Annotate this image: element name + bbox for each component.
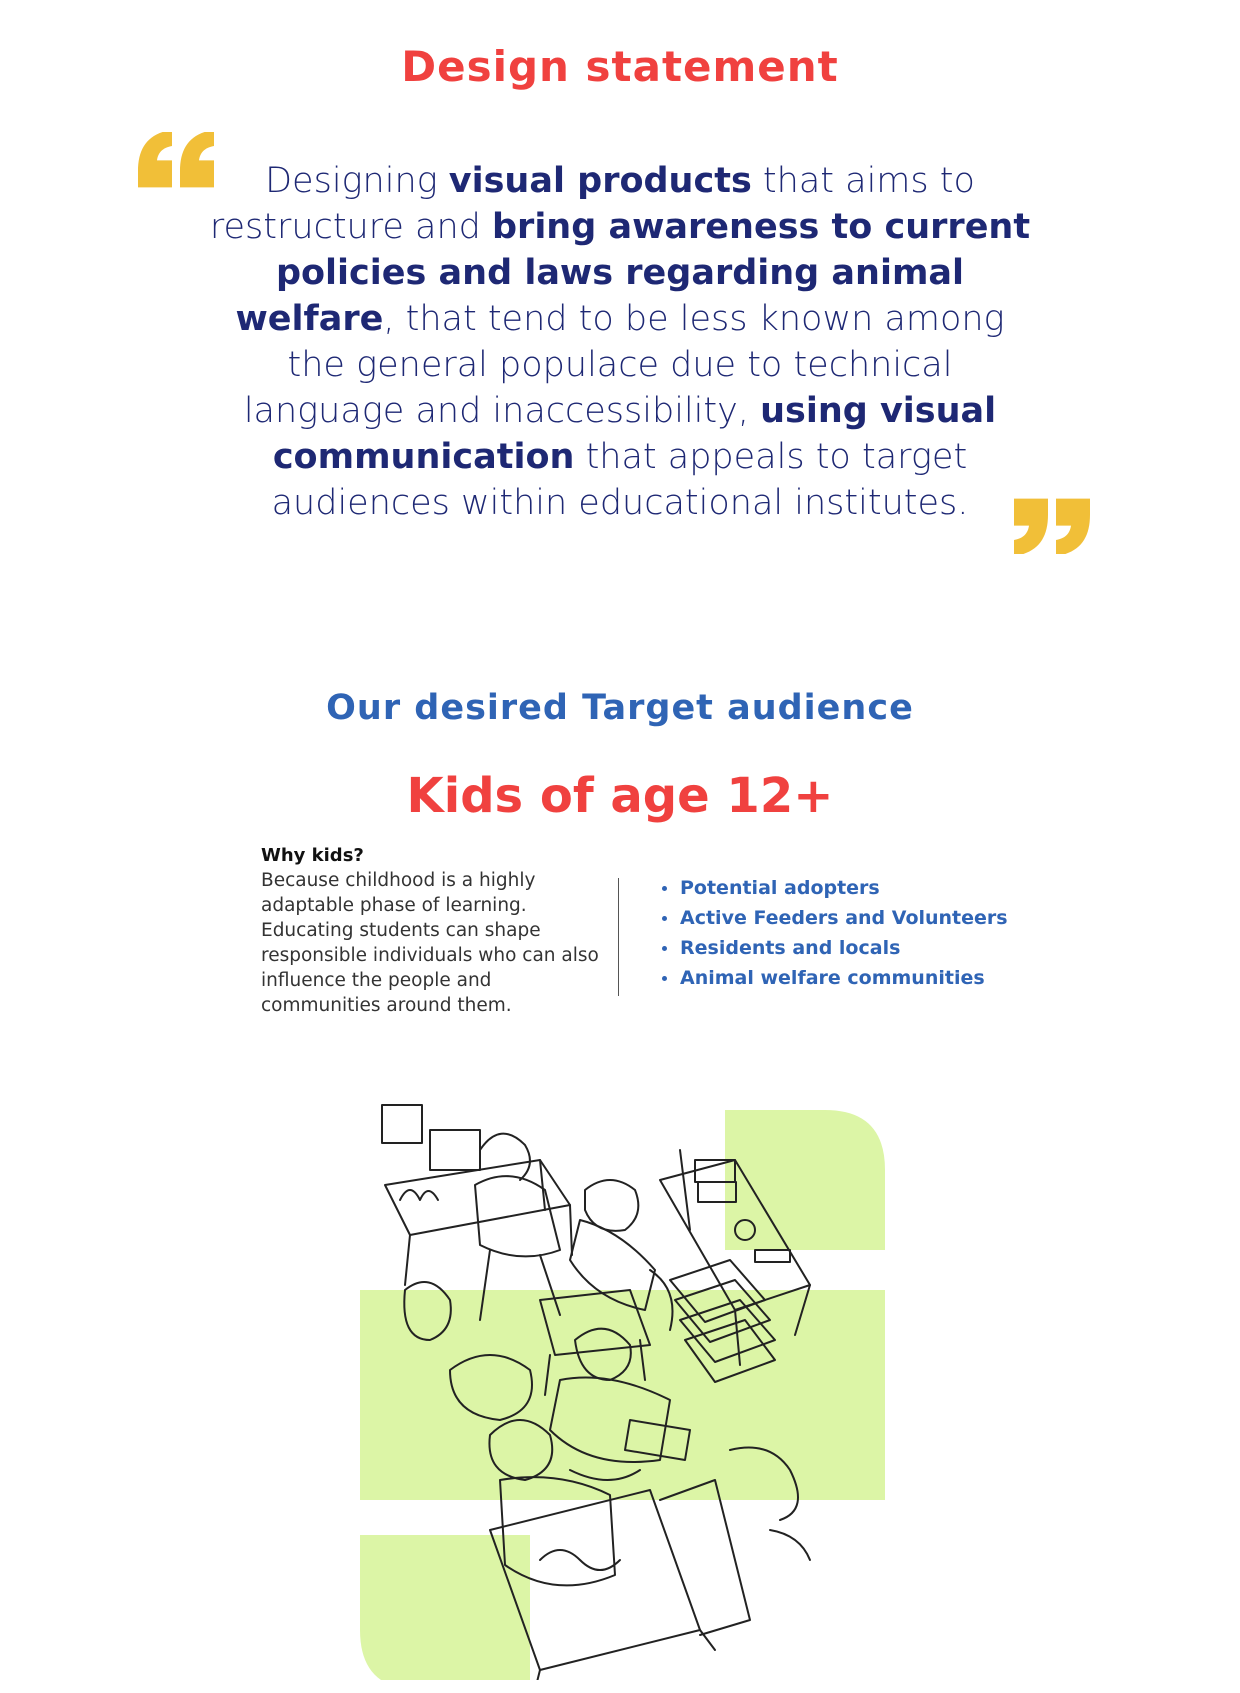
why-kids-heading: Why kids? — [261, 845, 364, 866]
audience-list — [660, 873, 1008, 993]
quote-text: , that tend to be less known among the general populace due to technical language and inaccessibility, — [243, 299, 1005, 431]
quote-text: that appeals to target audiences within educational institutes. — [271, 437, 969, 523]
design-statement-quote — [205, 158, 1035, 526]
design-statement-title: Design statement — [401, 42, 839, 91]
target-audience-title: Our desired Target audience — [326, 688, 914, 728]
list-item: Animal welfare communities — [660, 963, 1008, 993]
kids-studying-illustration — [340, 1090, 900, 1680]
quote-text: that aims to restructure and — [209, 161, 975, 247]
quote-emphasis: bring awareness to current policies and laws regarding animal welfare — [235, 207, 1031, 339]
list-item: Active Feeders and Volunteers — [660, 903, 1008, 933]
lime-background-shapes — [360, 1110, 885, 1680]
why-kids-body: Because childhood is a highly adaptable phase of learning. Educating students can shape responsible individuals who can also influence the people and communities around them. — [261, 870, 599, 1016]
target-audience-headline: Kids of age 12+ — [406, 768, 834, 824]
quote-emphasis: visual products — [448, 161, 752, 201]
quote-emphasis: using visual communication — [272, 391, 997, 477]
why-kids-block — [261, 845, 601, 1018]
divider — [618, 878, 619, 996]
close-quote-icon — [1010, 488, 1090, 554]
list-item: Potential adopters — [660, 873, 1008, 903]
quote-text: Designing — [265, 161, 449, 201]
list-item: Residents and locals — [660, 933, 1008, 963]
